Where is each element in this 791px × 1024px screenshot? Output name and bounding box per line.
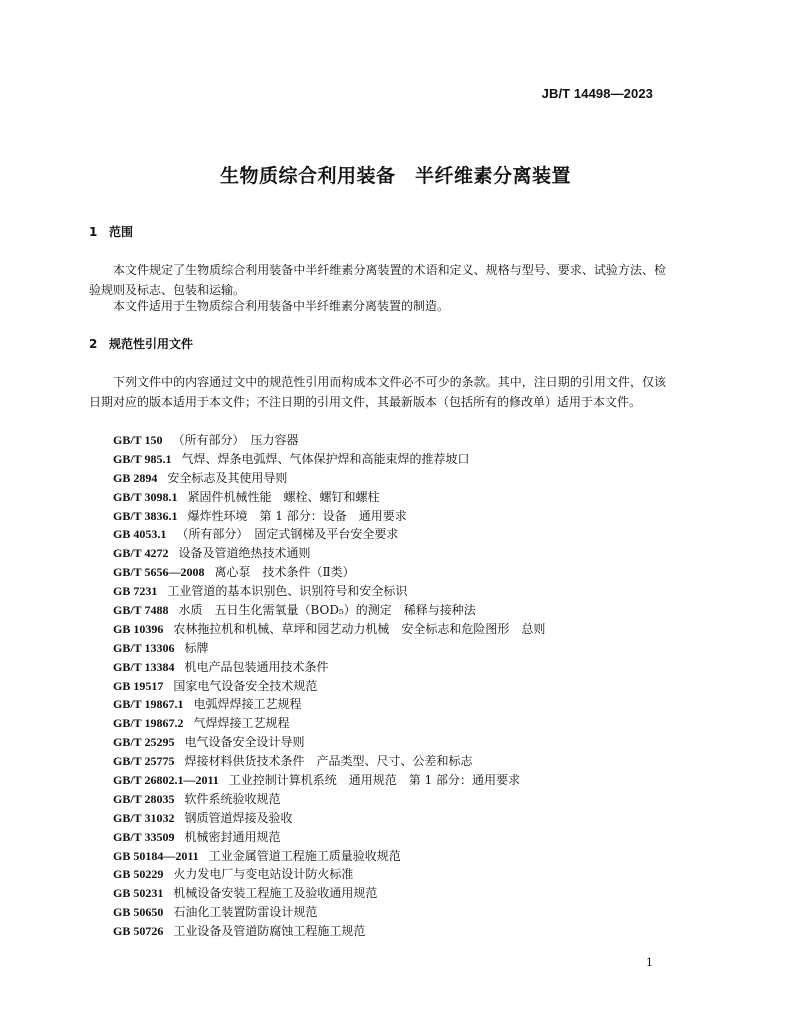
reference-code: GB/T 19867.2 — [113, 716, 184, 731]
reference-item — [113, 582, 545, 601]
section-number: 2 — [89, 337, 98, 351]
reference-title: 爆炸性环境 第 1 部分：设备 通用要求 — [187, 508, 407, 523]
reference-item — [113, 507, 545, 526]
reference-code: GB/T 25295 — [113, 735, 175, 750]
reference-title: 石油化工装置防雷设计规范 — [173, 905, 318, 920]
reference-code: GB/T 28035 — [113, 791, 175, 806]
reference-title: 离心泵 技术条件（Ⅱ类） — [214, 565, 355, 580]
scope-paragraph-1: 本文件规定了生物质综合利用装备中半纤维素分离装置的术语和定义、规格与型号、要求、试验方法、检验规则及标志、包装和运输。 — [89, 263, 666, 297]
reference-item — [113, 695, 545, 714]
reference-title: 紧固件机械性能 螺栓、螺钉和螺柱 — [187, 489, 380, 504]
reference-title: 机械设备安装工程施工及验收通用规范 — [173, 886, 378, 901]
reference-title: 钢质管道焊接及验收 — [184, 810, 293, 825]
reference-item — [113, 922, 545, 941]
reference-list — [113, 431, 545, 941]
reference-item — [113, 450, 545, 469]
reference-item — [113, 488, 545, 507]
reference-title: 机电产品包装通用技术条件 — [184, 659, 329, 674]
page-number: 1 — [646, 956, 653, 969]
section-title: 规范性引用文件 — [109, 337, 194, 351]
reference-item — [113, 469, 545, 488]
section-number: 1 — [89, 225, 98, 239]
reference-code: GB/T 3836.1 — [113, 508, 178, 523]
reference-title: 工业设备及管道防腐蚀工程施工规范 — [173, 924, 366, 939]
reference-item — [113, 431, 545, 450]
reference-title: 安全标志及其使用导则 — [167, 470, 288, 485]
section-heading-scope — [89, 223, 133, 240]
reference-code: GB/T 25775 — [113, 754, 175, 769]
document-title: 生物质综合利用装备 半纤维素分离装置 — [219, 165, 571, 187]
reference-code: GB 50184—2011 — [113, 848, 199, 863]
reference-code: GB 2894 — [113, 470, 158, 485]
reference-item — [113, 771, 545, 790]
reference-title: 焊接材料供货技术条件 产品类型、尺寸、公差和标志 — [184, 754, 473, 769]
section-heading-normative-references — [89, 335, 193, 352]
reference-item — [113, 620, 545, 639]
reference-code: GB/T 13384 — [113, 659, 175, 674]
reference-code: GB 19517 — [113, 678, 164, 693]
reference-code: GB 4053.1 — [113, 527, 167, 542]
reference-item — [113, 865, 545, 884]
reference-item — [113, 790, 545, 809]
section-title: 范围 — [109, 225, 134, 239]
reference-code: GB 50650 — [113, 905, 164, 920]
reference-item — [113, 677, 545, 696]
reference-item — [113, 639, 545, 658]
reference-item — [113, 563, 545, 582]
reference-item — [113, 809, 545, 828]
reference-code: GB 10396 — [113, 621, 164, 636]
scope-paragraph-2: 本文件适用于生物质综合利用装备中半纤维素分离装置的制造。 — [113, 299, 450, 313]
reference-title: 工业管道的基本识别色、识别符号和安全标识 — [167, 584, 408, 599]
reference-item — [113, 601, 545, 620]
reference-code: GB/T 13306 — [113, 640, 175, 655]
reference-title: 气焊焊接工艺规程 — [193, 716, 290, 731]
reference-title: 工业控制计算机系统 通用规范 第 1 部分：通用要求 — [228, 773, 521, 788]
reference-title: 电弧焊焊接工艺规程 — [193, 697, 302, 712]
reference-item — [113, 733, 545, 752]
reference-item — [113, 658, 545, 677]
reference-item — [113, 544, 545, 563]
reference-code: GB 50231 — [113, 886, 164, 901]
reference-item — [113, 828, 545, 847]
reference-title: 标牌 — [184, 640, 209, 655]
reference-code: GB/T 985.1 — [113, 451, 172, 466]
reference-title: 软件系统验收规范 — [184, 791, 281, 806]
reference-item — [113, 525, 545, 544]
reference-code: GB 50229 — [113, 867, 164, 882]
reference-code: GB/T 26802.1—2011 — [113, 773, 219, 788]
reference-code: GB/T 33509 — [113, 829, 175, 844]
reference-code: GB/T 3098.1 — [113, 489, 178, 504]
references-intro-paragraph: 下列文件中的内容通过文中的规范性引用而构成本文件必不可少的条款。其中，注日期的引用文件，仅该日期对应的版本适用于本文件；不注日期的引用文件，其最新版本（包括所有的修改单）适用于本文件。 — [89, 375, 666, 409]
reference-code: GB 50726 — [113, 924, 164, 939]
reference-title: （所有部分） 固定式钢梯及平台安全要求 — [176, 527, 399, 542]
reference-code: GB 7231 — [113, 584, 158, 599]
reference-item — [113, 752, 545, 771]
reference-title: 机械密封通用规范 — [184, 829, 281, 844]
reference-code: GB/T 5656—2008 — [113, 565, 205, 580]
doc-code: JB/T 14498—2023 — [541, 86, 653, 101]
reference-title: 设备及管道绝热技术通则 — [178, 546, 311, 561]
reference-item — [113, 847, 545, 866]
reference-code: GB/T 7488 — [113, 603, 169, 618]
reference-title: 农林拖拉机和机械、草坪和园艺动力机械 安全标志和危险图形 总则 — [173, 621, 546, 636]
reference-item — [113, 903, 545, 922]
reference-title: 电气设备安全设计导则 — [184, 735, 305, 750]
reference-code: GB/T 150 — [113, 433, 163, 447]
reference-title: 气焊、焊条电弧焊、气体保护焊和高能束焊的推荐坡口 — [181, 451, 470, 466]
reference-item — [113, 884, 545, 903]
reference-code: GB/T 31032 — [113, 810, 175, 825]
reference-code: GB/T 19867.1 — [113, 697, 184, 712]
reference-title: 火力发电厂与变电站设计防火标准 — [173, 867, 354, 882]
reference-title: （所有部分） 压力容器 — [172, 433, 299, 447]
reference-title: 水质 五日生化需氧量（BOD₅）的测定 稀释与接种法 — [178, 603, 476, 618]
reference-title: 工业金属管道工程施工质量验收规范 — [208, 848, 401, 863]
reference-item — [113, 714, 545, 733]
reference-title: 国家电气设备安全技术规范 — [173, 678, 318, 693]
reference-code: GB/T 4272 — [113, 546, 169, 561]
